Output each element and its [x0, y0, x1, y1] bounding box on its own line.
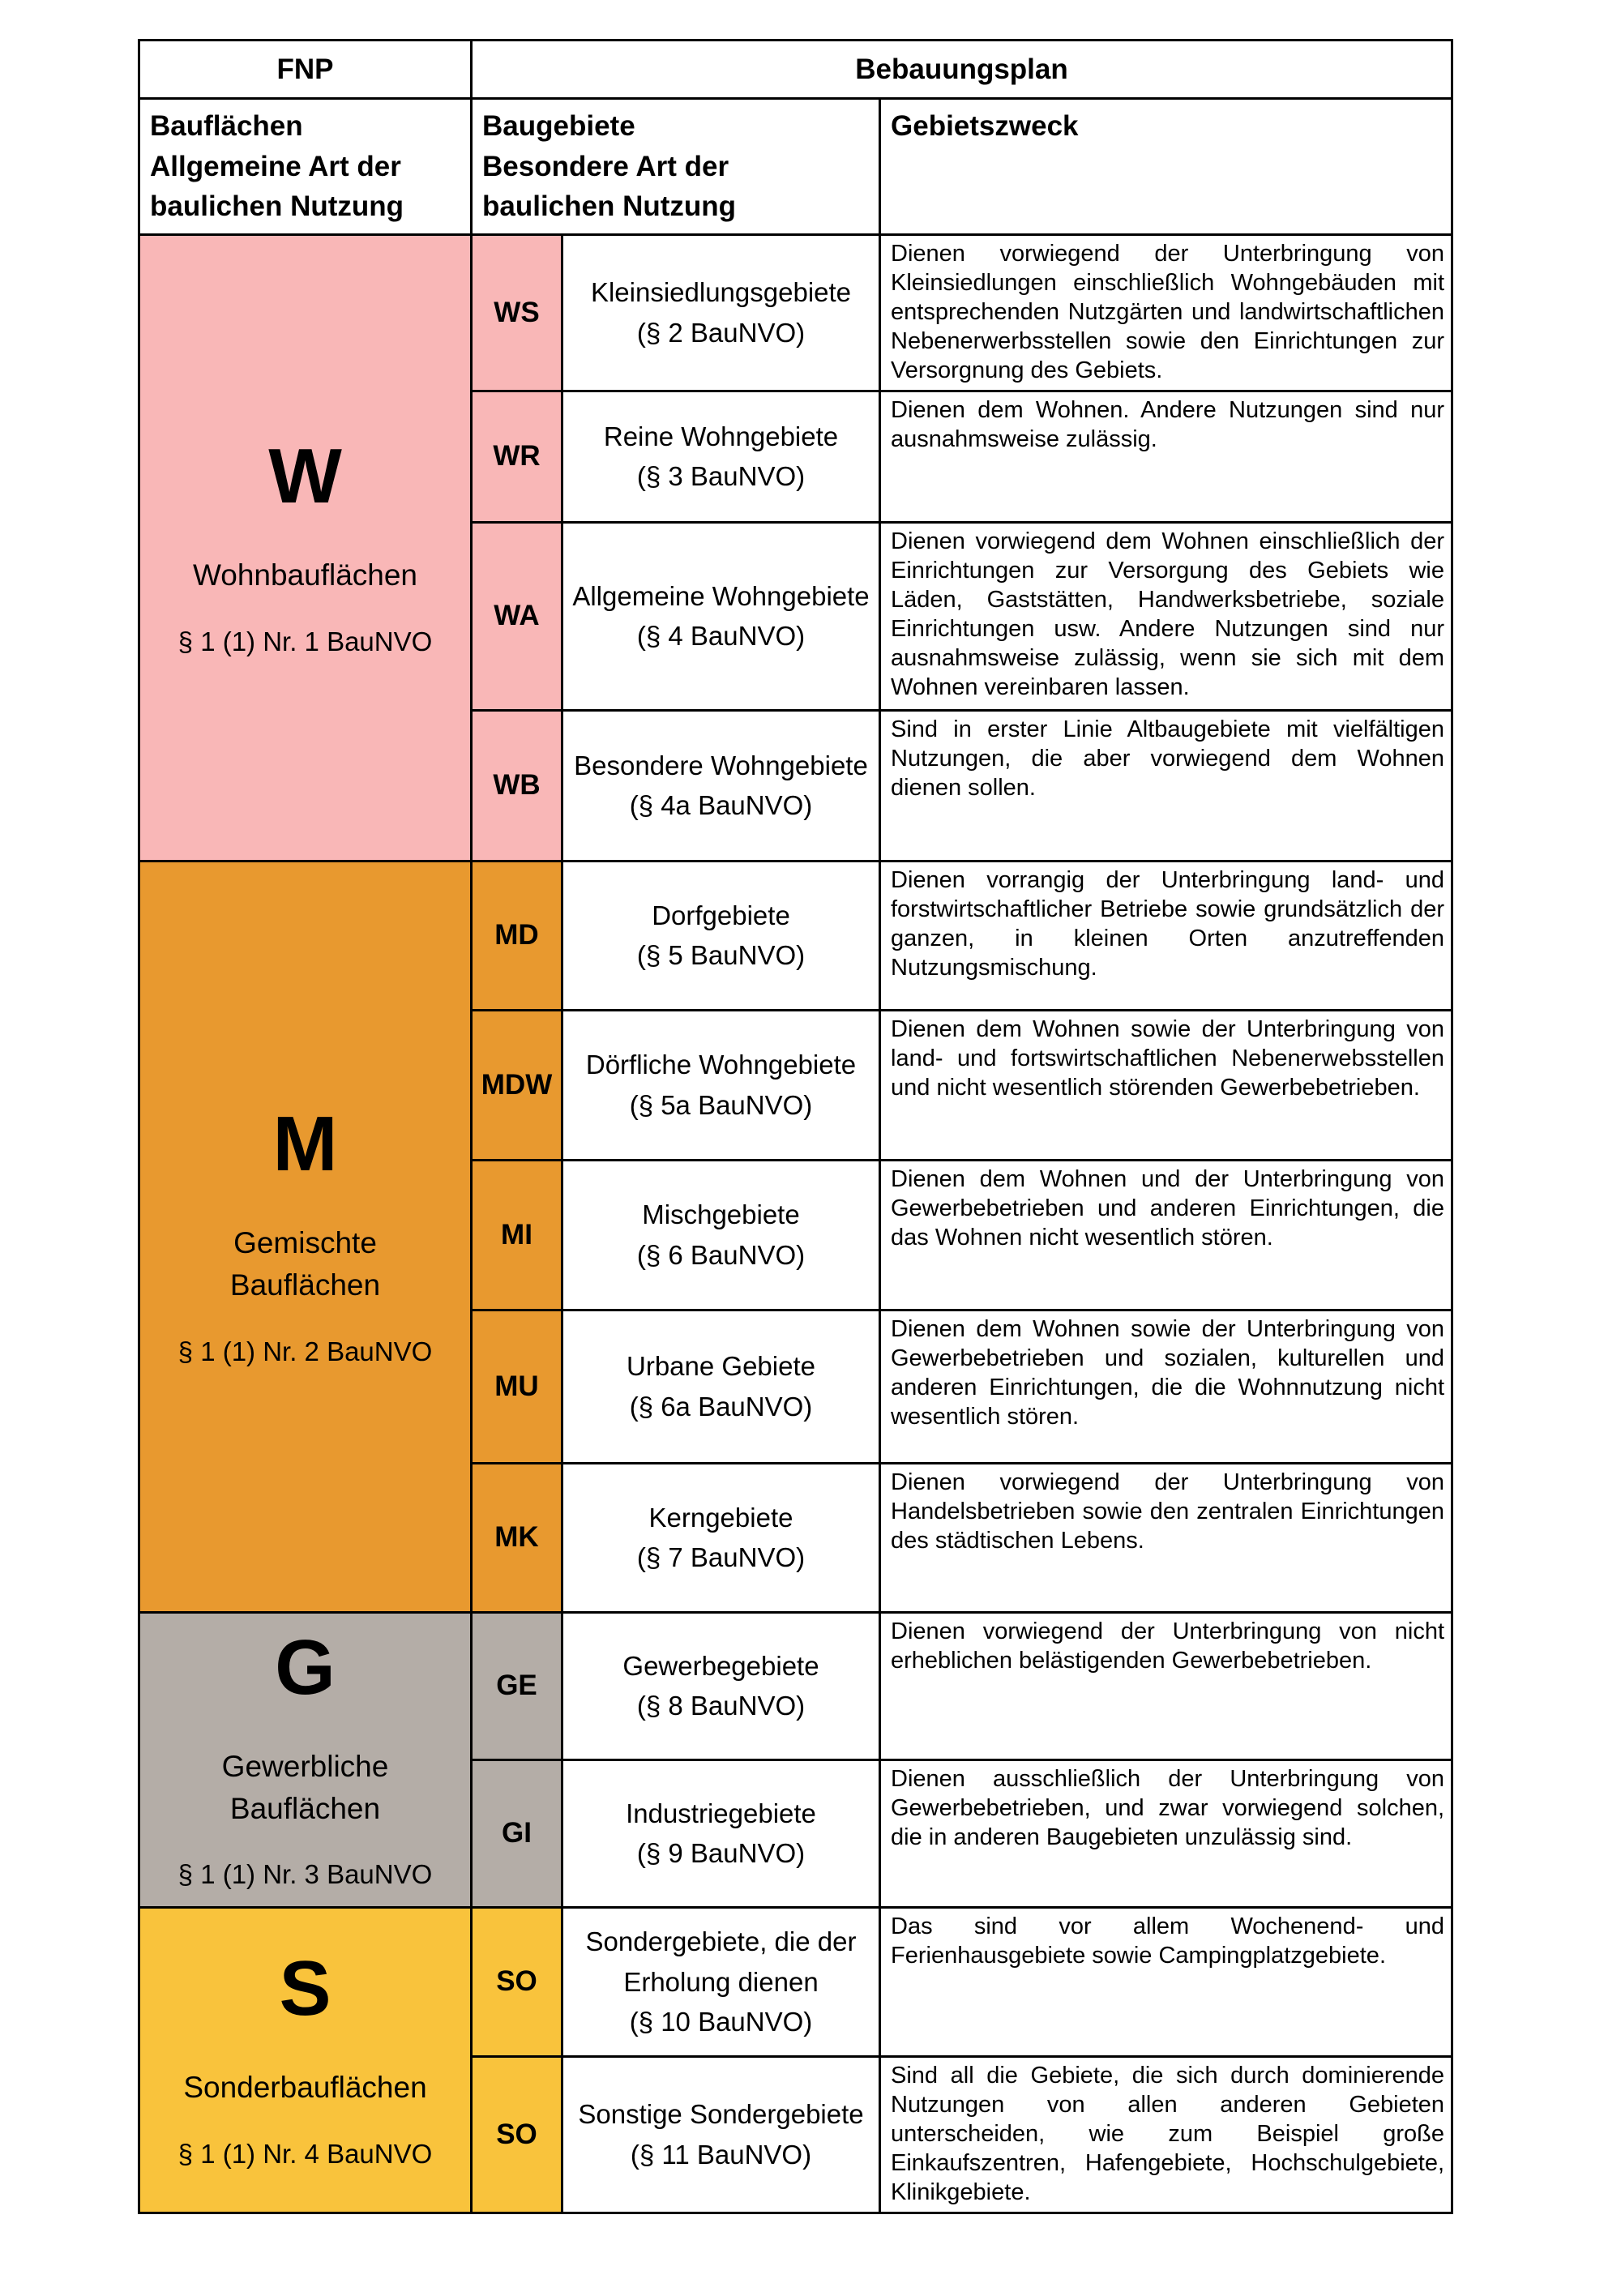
table-row — [139, 861, 1452, 1010]
district-name-line: (§ 4 BauNVO) — [636, 621, 806, 652]
district-name-line: Besondere Wohngebiete — [574, 750, 868, 780]
group-law: § 1 (1) Nr. 3 BauNVO — [177, 1859, 433, 1890]
group-cell-g — [139, 1612, 472, 1907]
header-line: baulichen Nutzung — [150, 190, 404, 223]
group-law: § 1 (1) Nr. 1 BauNVO — [177, 626, 433, 657]
purpose-cell-so-sonstige: Sind all die Gebiete, die sich durch dominierende Nutzungen von allen anderen Gebieten unterscheiden, wie zum Beispiel große Einkaufszentren, Hafengebiete, Hochschulgebiete, Klinikgebiete. — [880, 2056, 1452, 2213]
group-letter: G — [275, 1623, 336, 1711]
district-name-line: Sondergebiete, die der — [585, 1926, 857, 1957]
purpose-cell-wa: Dienen vorwiegend dem Wohnen einschließlich der Einrichtungen zur Versorgung des Gebiets wie Läden, Gaststätten, Handwerksbetriebe, soziale Einrichtungen usw. Andere Nutzungen sind nur ausnahmsweise zulässig, wenn sie sich mit dem Wohnen vereinbaren lassen. — [880, 522, 1452, 710]
purpose-cell-so-erholung: Das sind vor allem Wochenend- und Ferienhausgebiete sowie Campingplatzgebiete. — [880, 1907, 1452, 2056]
district-name-line: (§ 7 BauNVO) — [636, 1542, 806, 1573]
purpose-cell-ge: Dienen vorwiegend der Unterbringung von nicht erheblichen belästigenden Gewerbebetrieben. — [880, 1612, 1452, 1759]
district-name-line: (§ 6a BauNVO) — [629, 1391, 813, 1422]
purpose-cell-ws: Dienen vorwiegend der Unterbringung von Kleinsiedlungen einschließlich Wohngebäuden mit entsprechenden Nutzgärten und landwirtschaftlichen Nebenerwerbsstellen sowie den Einrichtungen zur Versorgnung des Gebiets. — [880, 235, 1452, 391]
header-bauflaechen-cell — [139, 99, 472, 235]
header-line: baulichen Nutzung — [482, 190, 737, 223]
code-cell-gi: GI — [472, 1759, 562, 1907]
group-cell-s — [139, 1907, 472, 2213]
header-bebauungsplan-cell: Bebauungsplan — [472, 41, 1452, 99]
header-baugebiete-cell — [472, 99, 880, 235]
district-name-line: Kerngebiete — [648, 1502, 793, 1533]
district-name-line: (§ 2 BauNVO) — [636, 317, 806, 348]
group-letter: M — [272, 1101, 338, 1188]
code-cell-ge: GE — [472, 1612, 562, 1759]
group-name: Gemischte Bauflächen — [229, 1226, 381, 1302]
name-cell-so-sonstige — [562, 2056, 880, 2213]
purpose-cell-wb: Sind in erster Linie Altbaugebiete mit vielfältigen Nutzungen, die aber vorwiegend dem Wohnen dienen sollen. — [880, 710, 1452, 861]
district-name-line: Erholung dienen — [623, 1966, 819, 1997]
group-letter: S — [279, 1945, 331, 2033]
name-cell-mu — [562, 1310, 880, 1463]
header-line: Besondere Art der — [482, 150, 729, 182]
code-cell-mi: MI — [472, 1160, 562, 1310]
purpose-cell-mi: Dienen dem Wohnen und der Unterbringung von Gewerbebetrieben und anderen Einrichtungen, die das Wohnen nicht wesentlich stören. — [880, 1160, 1452, 1310]
header-fnp-cell: FNP — [139, 41, 472, 99]
district-name-line: (§ 5a BauNVO) — [629, 1089, 813, 1120]
header-line: Allgemeine Art der — [150, 150, 401, 182]
name-cell-mk — [562, 1463, 880, 1612]
code-cell-md: MD — [472, 861, 562, 1010]
district-name-line: Urbane Gebiete — [627, 1351, 815, 1382]
purpose-cell-mu: Dienen dem Wohnen sowie der Unterbringung von Gewerbebetrieben und sozialen, kulturellen und anderen Einrichtungen, die die Wohnnutzung nicht wesentlich stören. — [880, 1310, 1452, 1463]
name-cell-wr — [562, 391, 880, 522]
name-cell-so-erholung — [562, 1907, 880, 2056]
table-row — [139, 1612, 1452, 1759]
code-cell-so-erholung: SO — [472, 1907, 562, 2056]
district-name-line: (§ 3 BauNVO) — [636, 461, 806, 492]
district-name-line: Industriegebiete — [626, 1798, 816, 1828]
header-line: Bauflächen — [150, 110, 303, 142]
group-name: Sonderbauflächen — [183, 2071, 427, 2105]
code-cell-mk: MK — [472, 1463, 562, 1612]
group-letter: W — [268, 433, 342, 520]
header-line: Baugebiete — [482, 110, 635, 142]
group-name: Gewerbliche Bauflächen — [221, 1749, 389, 1825]
name-cell-mi — [562, 1160, 880, 1310]
purpose-cell-mk: Dienen vorwiegend der Unterbringung von Handelsbetrieben sowie den zentralen Einrichtungen des städtischen Lebens. — [880, 1463, 1452, 1612]
district-name-line: Sonstige Sondergebiete — [578, 2099, 864, 2130]
name-cell-ws — [562, 235, 880, 391]
name-cell-wb — [562, 710, 880, 861]
district-name-line: Reine Wohngebiete — [603, 421, 839, 451]
district-name-line: (§ 4a BauNVO) — [629, 790, 813, 821]
district-name-line: Mischgebiete — [642, 1199, 800, 1230]
district-name-line: (§ 5 BauNVO) — [636, 940, 806, 971]
name-cell-gi — [562, 1759, 880, 1907]
name-cell-mdw — [562, 1010, 880, 1160]
district-name-line: Gewerbegebiete — [622, 1650, 819, 1681]
code-cell-wb: WB — [472, 710, 562, 861]
name-cell-ge — [562, 1612, 880, 1759]
group-cell-m — [139, 861, 472, 1612]
district-name-line: Dörfliche Wohngebiete — [585, 1050, 857, 1080]
code-cell-mu: MU — [472, 1310, 562, 1463]
land-use-table — [138, 39, 1453, 2214]
purpose-cell-mdw: Dienen dem Wohnen sowie der Unterbringung von land- und fortswirtschaftlichen Nebenerwebsstellen und nicht wesentlich störenden Gewerbebetrieben. — [880, 1010, 1452, 1160]
district-name-line: (§ 11 BauNVO) — [630, 2139, 812, 2170]
name-cell-wa — [562, 522, 880, 710]
purpose-cell-gi: Dienen ausschließlich der Unterbringung von Gewerbebetrieben, und zwar vorwiegend solchen, die in anderen Baugebieten unzulässig sind. — [880, 1759, 1452, 1907]
name-cell-md — [562, 861, 880, 1010]
district-name-line: Kleinsiedlungsgebiete — [590, 277, 852, 308]
group-cell-w — [139, 235, 472, 862]
code-cell-wr: WR — [472, 391, 562, 522]
code-cell-ws: WS — [472, 235, 562, 391]
table-row — [139, 1907, 1452, 2056]
code-cell-mdw: MDW — [472, 1010, 562, 1160]
group-law: § 1 (1) Nr. 4 BauNVO — [177, 2138, 433, 2169]
district-name-line: (§ 8 BauNVO) — [636, 1691, 806, 1721]
code-cell-so-sonstige: SO — [472, 2056, 562, 2213]
district-name-line: (§ 6 BauNVO) — [636, 1239, 806, 1270]
purpose-cell-md: Dienen vorrangig der Unterbringung land- und forstwirtschaftlicher Betriebe sowie grundsätzlich der ganzen, in kleinen Orten anzutreffenden Nutzungsmischung. — [880, 861, 1452, 1010]
district-name-line: Allgemeine Wohngebiete — [572, 580, 870, 611]
group-name: Wohnbauflächen — [192, 558, 418, 592]
district-name-line: Dorfgebiete — [652, 900, 790, 930]
district-name-line: (§ 10 BauNVO) — [629, 2007, 813, 2037]
code-cell-wa: WA — [472, 522, 562, 710]
district-name-line: (§ 9 BauNVO) — [636, 1838, 806, 1869]
purpose-cell-wr: Dienen dem Wohnen. Andere Nutzungen sind nur ausnahmsweise zulässig. — [880, 391, 1452, 522]
table-row — [139, 235, 1452, 391]
group-law: § 1 (1) Nr. 2 BauNVO — [177, 1336, 433, 1366]
header-gebietszweck-cell: Gebietszweck — [880, 99, 1452, 235]
